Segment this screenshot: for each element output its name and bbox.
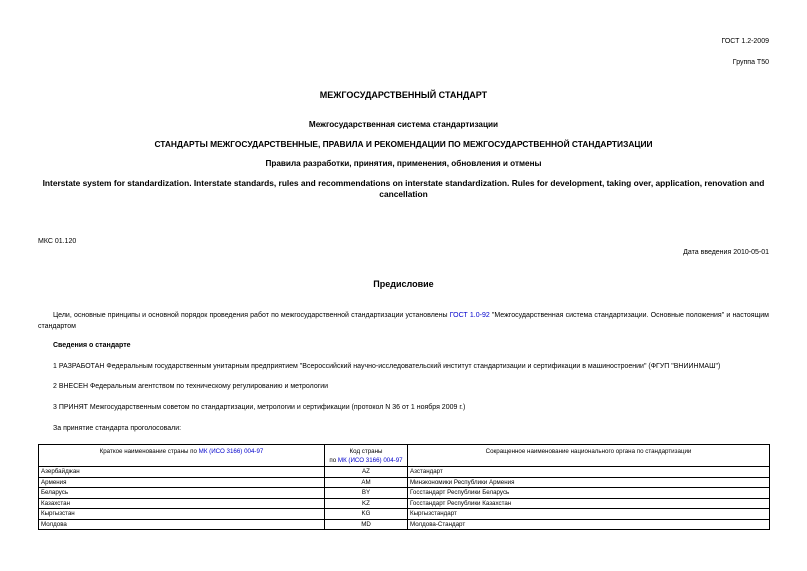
info-item-developed: 1 РАЗРАБОТАН Федеральным государственным унитарным предприятием "Всероссийский научно-исследовательский институт стандартизации и сертификации в машиностроении" (ФГУП "ВНИИНМАШ") — [53, 363, 721, 370]
body-cell: Минэкономики Республики Армения — [408, 477, 770, 488]
table-row — [39, 488, 770, 499]
body-cell: Госстандарт Республики Беларусь — [408, 488, 770, 499]
gost-1-0-92-link[interactable]: ГОСТ 1.0-92 — [449, 312, 490, 319]
body-cell: Молдова-Стандарт — [408, 519, 770, 530]
preface-text-start: Цели, основные принципы и основной порядок проведения работ по межгосударственной стандартизации установлены — [53, 312, 450, 319]
code-cell: BY — [325, 488, 408, 499]
header-country-text: Краткое наименование страны по — [99, 448, 199, 455]
header-national-body: Сокращенное наименование национального органа по стандартизации — [408, 445, 770, 467]
code-cell: AM — [325, 477, 408, 488]
system-title: Межгосударственная система стандартизации — [308, 120, 499, 129]
table-row — [39, 467, 770, 478]
header-country-name — [39, 445, 325, 467]
info-heading: Сведения о стандарте — [53, 342, 131, 349]
preface-paragraph — [38, 310, 769, 332]
country-cell: Казахстан — [39, 498, 325, 509]
standard-type-title: МЕЖГОСУДАРСТВЕННЫЙ СТАНДАРТ — [319, 90, 488, 100]
doc-number: ГОСТ 1.2-2009 — [721, 38, 769, 45]
group-label: Группа Т50 — [732, 59, 769, 66]
body-cell: Госстандарт Республики Казахстан — [408, 498, 770, 509]
preface-heading: Предисловие — [373, 279, 434, 289]
table-row — [39, 498, 770, 509]
preface-text-end: "Межгосударственная система стандартизации. Основные положения" и настоящим стандартом — [38, 312, 769, 330]
country-cell: Азербайджан — [39, 467, 325, 478]
mk-iso-3166-link-code[interactable]: МК (ИСО 3166) 004-97 — [337, 457, 403, 464]
member-states-table — [38, 444, 770, 530]
code-cell: MD — [325, 519, 408, 530]
header-code-text: Код страны — [349, 448, 383, 455]
code-cell: KZ — [325, 498, 408, 509]
country-cell: Беларусь — [39, 488, 325, 499]
country-cell: Армения — [39, 477, 325, 488]
header-code-prefix: по — [329, 457, 338, 464]
mk-iso-3166-link[interactable]: МК (ИСО 3166) 004-97 — [198, 448, 264, 455]
body-cell: Кыргызстандарт — [408, 509, 770, 520]
header-country-code — [325, 445, 408, 467]
country-cell: Молдова — [39, 519, 325, 530]
table-header-row — [39, 445, 770, 467]
code-cell: KG — [325, 509, 408, 520]
introduction-date: Дата введения 2010-05-01 — [683, 249, 769, 256]
standard-subtitle: Правила разработки, принятия, применения, обновления и отмены — [265, 159, 542, 168]
mks-code: МКС 01.120 — [38, 238, 77, 245]
voted-label: За принятие стандарта проголосовали: — [53, 425, 182, 432]
info-item-adopted: 3 ПРИНЯТ Межгосударственным советом по стандартизации, метрологии и сертификации (протокол N 36 от 1 ноября 2009 г.) — [53, 404, 466, 411]
body-cell: Азстандарт — [408, 467, 770, 478]
table-row — [39, 477, 770, 488]
standard-name-title: СТАНДАРТЫ МЕЖГОСУДАРСТВЕННЫЕ, ПРАВИЛА И РЕКОМЕНДАЦИИ ПО МЕЖГОСУДАРСТВЕННОЙ СТАНДАРТИЗАЦИИ — [154, 139, 653, 149]
info-item-submitted: 2 ВНЕСЕН Федеральным агентством по техническому регулированию и метрологии — [53, 383, 329, 390]
table-row — [39, 519, 770, 530]
table-row — [39, 509, 770, 520]
code-cell: AZ — [325, 467, 408, 478]
english-title: Interstate system for standardization. Interstate standards, rules and recommendations on interstate standardization. Rules for development, taking over, application, renovation and cancellation — [42, 178, 765, 199]
country-cell: Кыргызстан — [39, 509, 325, 520]
